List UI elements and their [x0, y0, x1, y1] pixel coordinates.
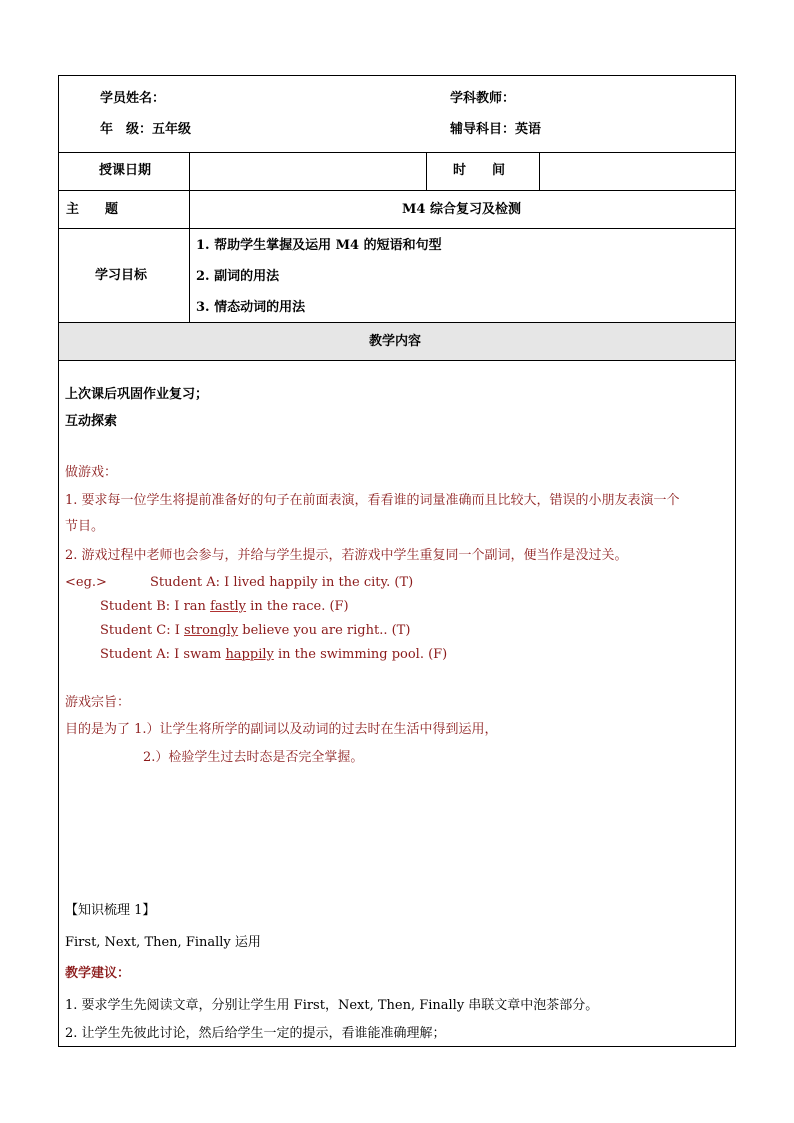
time-label-cell: [427, 153, 540, 190]
goal-item: 3. 情态动词的用法: [196, 300, 306, 315]
topic-value: M4 综合复习及检测: [402, 202, 521, 217]
example-line: Student B: I ran fastly in the race. (F): [100, 599, 349, 614]
suggest-line-1: 1. 要求学生先阅读文章，分别让学生用 First，Next, Then, Finally 串联文章中泡茶部分。: [65, 998, 599, 1013]
date-value-cell: [190, 153, 427, 190]
lesson-plan-table: [58, 75, 736, 1047]
purpose-line-1: 目的是为了 1.）让学生将所学的副词以及动词的过去时在生活中得到运用，: [65, 722, 498, 737]
example-line: Student A: I swam happily in the swimming pool. (F): [100, 647, 448, 662]
grade-label: 年 级：五年级: [100, 122, 192, 137]
goal-label: 学习目标: [95, 268, 148, 283]
teacher-label: 学科教师：: [450, 91, 516, 106]
date-label: 授课日期: [99, 163, 152, 178]
time-label: 时 间: [453, 163, 506, 178]
game-title: 做游戏：: [65, 465, 118, 480]
game-rule-1-cont: 节目。: [65, 519, 105, 534]
topic-value-cell: [190, 191, 735, 228]
game-rule-1: 1. 要求每一位学生将提前准备好的句子在前面表演，看看谁的词量准确而且比较大，错误的小朋友表演一个: [65, 493, 680, 508]
explore-title: 互动探索: [65, 414, 118, 429]
goals-row: [59, 229, 735, 323]
eg-prefix: <eg.>: [65, 575, 107, 590]
goal-item: 1. 帮助学生掌握及运用 M4 的短语和句型: [196, 238, 442, 253]
goal-label-cell: [59, 229, 190, 322]
date-time-row: [59, 153, 735, 191]
knowledge-title: 【知识梳理 1】: [65, 903, 156, 918]
date-label-cell: [59, 153, 190, 190]
time-value-cell: [540, 153, 735, 190]
suggest-title: 教学建议：: [65, 966, 131, 981]
goal-list-cell: [190, 229, 735, 322]
game-rule-2: 2. 游戏过程中老师也会参与，并给与学生提示，若游戏中学生重复同一个副词，便当作是没过关。: [65, 548, 628, 563]
example-line: Student A: I lived happily in the city. (T): [150, 575, 414, 590]
subject-label: 辅导科目：英语: [450, 122, 542, 137]
student-name-label: 学员姓名：: [100, 91, 166, 106]
topic-label-cell: [59, 191, 190, 228]
content-header: 教学内容: [369, 334, 422, 349]
purpose-title: 游戏宗旨：: [65, 695, 131, 710]
knowledge-line: First, Next, Then, Finally 运用: [65, 935, 261, 950]
topic-row: [59, 191, 735, 229]
goal-item: 2. 副词的用法: [196, 269, 280, 284]
content-body: [59, 361, 735, 1046]
suggest-line-2: 2. 让学生先彼此讨论，然后给学生一定的提示，看谁能准确理解；: [65, 1026, 446, 1041]
header-row: [59, 76, 735, 153]
example-line: Student C: I strongly believe you are right.. (T): [100, 623, 411, 638]
content-header-row: [59, 323, 735, 361]
purpose-line-2: 2.）检验学生过去时态是否完全掌握。: [143, 750, 364, 765]
topic-label: 主 题: [66, 202, 119, 217]
review-line: 上次课后巩固作业复习；: [65, 387, 209, 402]
